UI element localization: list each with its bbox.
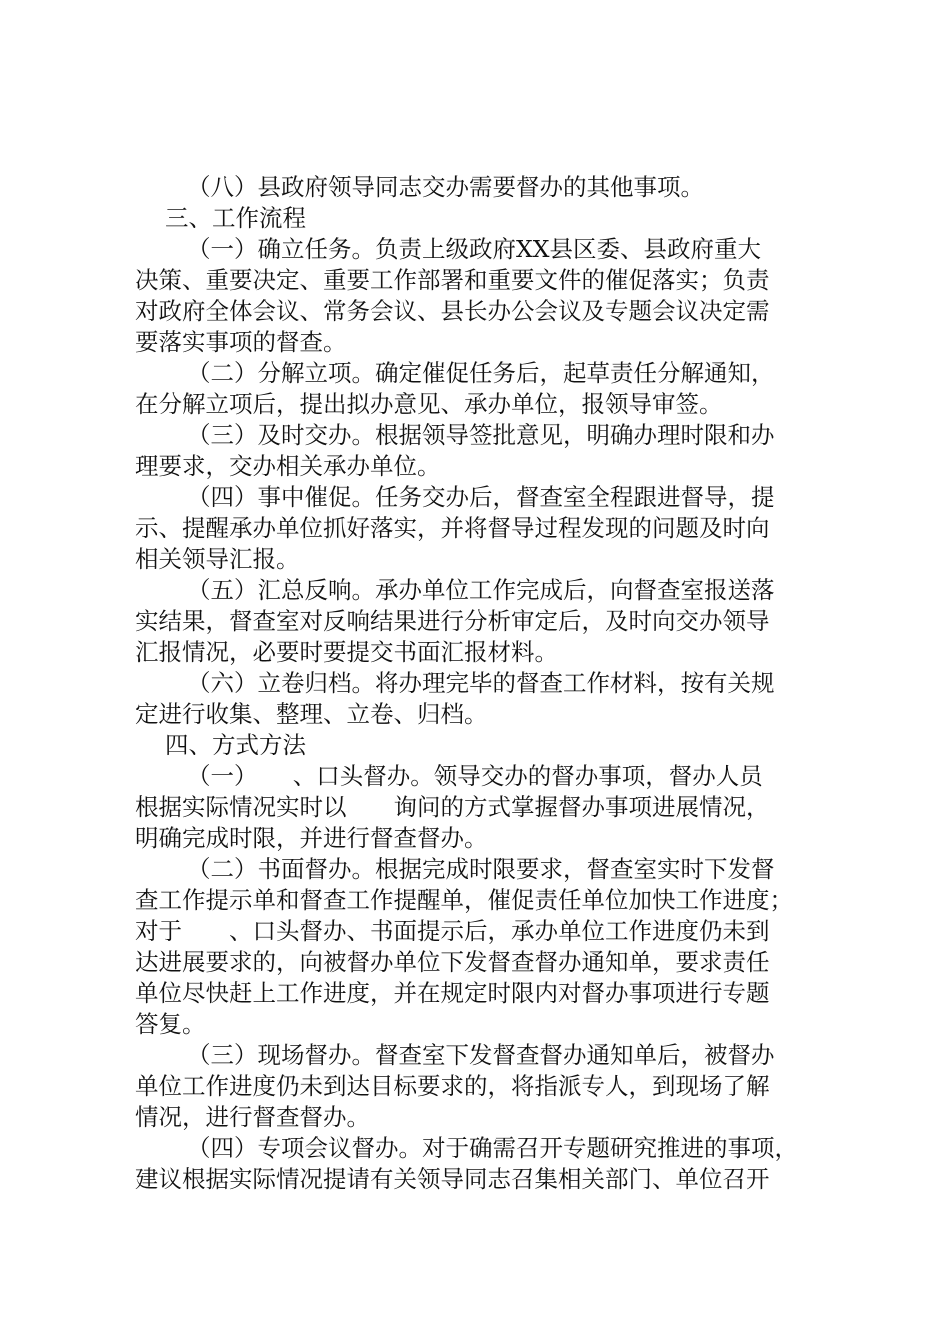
paragraph-line: 在分解立项后，提出拟办意见、承办单位，报领导审签。 [135, 390, 723, 418]
paragraph-line: 相关领导汇报。 [135, 545, 300, 573]
paragraph-line: 要落实事项的督查。 [135, 328, 347, 356]
paragraph-line: 根据实际情况实时以 询问的方式掌握督办事项进展情况， [135, 793, 770, 821]
paragraph-line: 实结果，督查室对反响结果进行分析审定后，及时向交办领导 [135, 607, 770, 635]
paragraph-line: 建议根据实际情况提请有关领导同志召集相关部门、单位召开 [135, 1165, 770, 1193]
paragraph-line: （四）专项会议督办。对于确需召开专题研究推进的事项， [187, 1134, 798, 1162]
section-heading: 三、工作流程 [165, 204, 306, 232]
paragraph-line: 达进展要求的，向被督办单位下发督查督办通知单，要求责任 [135, 948, 770, 976]
paragraph-line: （一） 、口头督办。领导交办的督办事项，督办人员 [187, 762, 763, 790]
paragraph-line: （八）县政府领导同志交办需要督办的其他事项。 [187, 173, 704, 201]
paragraph-line: 情况，进行督查督办。 [135, 1103, 370, 1131]
paragraph-line: 明确完成时限，并进行督查督办。 [135, 824, 488, 852]
paragraph-line: （二）分解立项。确定催促任务后，起草责任分解通知， [187, 359, 775, 387]
paragraph-line: 决策、重要决定、重要工作部署和重要文件的催促落实；负责 [135, 266, 770, 294]
paragraph-line: 答复。 [135, 1010, 206, 1038]
paragraph-line: （三）现场督办。督查室下发督查督办通知单后，被督办 [187, 1041, 775, 1069]
paragraph-line: 单位尽快赶上工作进度，并在规定时限内对督办事项进行专题 [135, 979, 770, 1007]
paragraph-line: 汇报情况，必要时要提交书面汇报材料。 [135, 638, 558, 666]
section-heading: 四、方式方法 [165, 731, 306, 759]
paragraph-line: 理要求，交办相关承办单位。 [135, 452, 441, 480]
paragraph-line: （一）确立任务。负责上级政府XX县区委、县政府重大 [187, 235, 761, 263]
paragraph-line: 单位工作进度仍未到达目标要求的，将指派专人，到现场了解 [135, 1072, 770, 1100]
paragraph-line: 对政府全体会议、常务会议、县长办公会议及专题会议决定需 [135, 297, 770, 325]
paragraph-line: 对于 、口头督办、书面提示后，承办单位工作进度仍未到 [135, 917, 770, 945]
paragraph-line: （四）事中催促。任务交办后，督查室全程跟进督导，提 [187, 483, 775, 511]
paragraph-line: 定进行收集、整理、立卷、归档。 [135, 700, 488, 728]
paragraph-line: （三）及时交办。根据领导签批意见，明确办理时限和办 [187, 421, 775, 449]
document-body [135, 172, 825, 1195]
paragraph-line: （二）书面督办。根据完成时限要求，督查室实时下发督 [187, 855, 775, 883]
paragraph-line: 示、提醒承办单位抓好落实，并将督导过程发现的问题及时向 [135, 514, 770, 542]
paragraph-line: （六）立卷归档。将办理完毕的督查工作材料，按有关规 [187, 669, 775, 697]
paragraph-line: （五）汇总反响。承办单位工作完成后，向督查室报送落 [187, 576, 775, 604]
paragraph-line: 查工作提示单和督查工作提醒单，催促责任单位加快工作进度； [135, 886, 793, 914]
